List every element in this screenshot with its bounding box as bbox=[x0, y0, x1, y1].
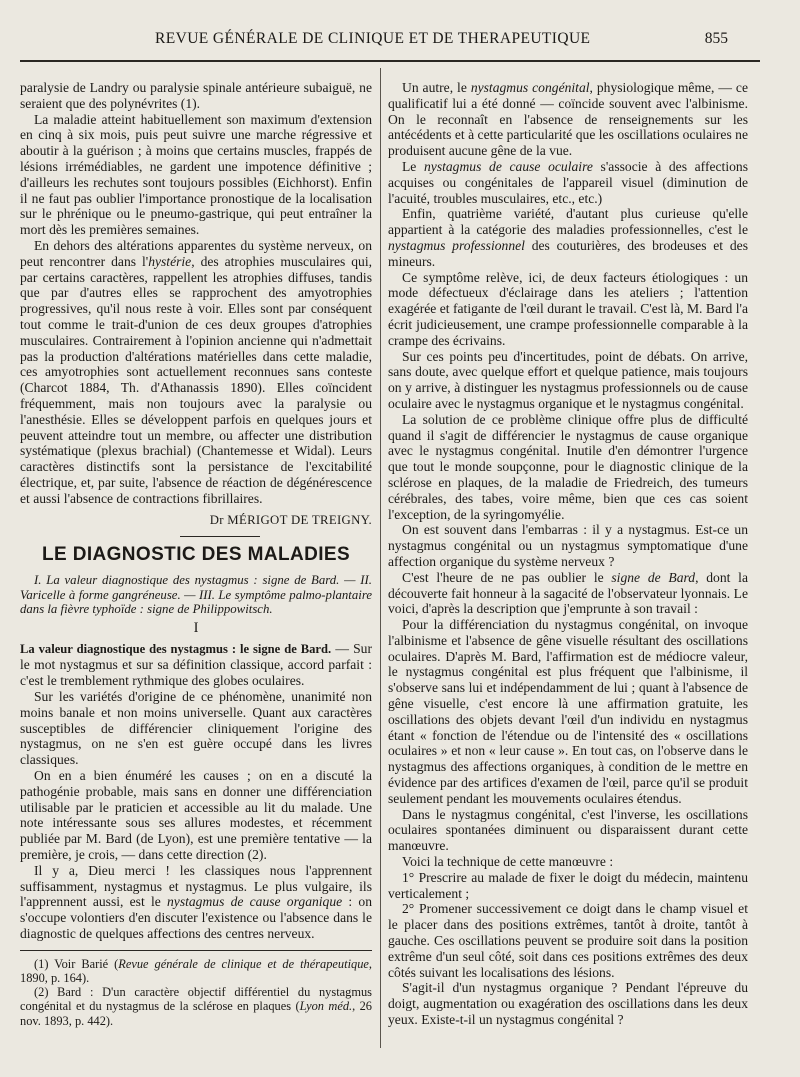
paragraph: Dans le nystagmus congénital, c'est l'inverse, les oscillations oculaires spontanées diminuent ou disparaissent durant cette manœuvre. bbox=[388, 806, 748, 854]
section-summary: I. La valeur diagnostique des nystagmus : signe de Bard. — II. Varicelle à forme gangréneuse. — III. Le symptôme palmo-plantaire dans la fièvre typhoïde : signe de Philippowitsch. bbox=[20, 573, 372, 617]
page-header bbox=[20, 30, 780, 52]
footnote: (1) Voir Barié (Revue générale de clinique et de thérapeutique, 1890, p. 164). bbox=[20, 956, 373, 986]
right-column bbox=[388, 80, 748, 1028]
footnote-rule bbox=[20, 950, 372, 951]
footnote: (2) Bard : D'un caractère objectif différentiel du nystagmus congénital et du nystagmus de la sclérose en plaques (Lyon méd., 26 nov. 1893, p. 442). bbox=[20, 985, 372, 1028]
paragraph: En dehors des altérations apparentes du système nerveux, on peut rencontrer dans l'hystérie, des atrophies musculaires qui, par certains caractères, rappellent les atrophies diffuses, tandis que par d'autres elles se rapprochent des amyotrophies progressives, qu'il nous reste à voir. Elles sont par conséquent tout comme le trait-d'union de ces deux groupes d'atrophies musculaires. Contrairement à l'opinion ancienne qui n'admettait pas la production d'altérations matérielles dans cette maladie, ces amyotrophies sont actuellement reconnues sans conteste (Charcot 1884, Th. d'Athanassis 1890). Elles coïncident fréquemment, mais non toujours avec la paralysie ou l'anesthésie. Elles se développent parfois en quelques jours et peuvent atteindre tout un membre, ou affecter une distribution systématique (plexus brachial) (Chantemesse et Widal). Leurs caractères distinctifs sont la persistance de l'excitabilité électrique, et, par suite, l'absence de réaction de dégénérescence et aussi l'absence de contractions fibrillaires. bbox=[20, 237, 372, 506]
paragraph: Il y a, Dieu merci ! les classiques nous l'apprennent suffisamment, nystagmus et nystagmus. Le plus vulgaire, ils l'apprennent aussi, est le nystagmus de cause organique : on s'occupe volontiers d'en discuter l'existence ou l'absence dans le diagnostic de quelques affections des centres nerveux. bbox=[20, 862, 372, 942]
paragraph: 1° Prescrire au malade de fixer le doigt du médecin, maintenu verticalement ; bbox=[388, 869, 748, 901]
paragraph: Sur les variétés d'origine de ce phénomène, unanimité non moins banale et non moins universelle. Quant aux caractères susceptibles de différencier cliniquement l'origine des nystagmus, on ne s'en est guère occupé dans les livres classiques. bbox=[20, 689, 372, 768]
paragraph: La solution de ce problème clinique offre plus de difficulté quand il s'agit de différencier le nystagmus de cause organique avec le nystagmus congénital. Inutile d'en démontrer l'urgence que tout le monde soupçonne, pour le diagnostic clinique de la sclérose en plaques, de la maladie de Friedreich, des tumeurs cérébrales, des tabes, voire même, bien que ces cas soient l'exception, de la syringomyélie. bbox=[388, 411, 748, 522]
lead-title: La valeur diagnostique des nystagmus : le signe de Bard. bbox=[20, 641, 332, 656]
emphasis: nystagmus congénital bbox=[470, 80, 590, 95]
paragraph: Un autre, le nystagmus congénital, physiologique même, — ce qualificatif lui a été donné — coïncide souvent avec l'albinisme. On le reconnaît en l'absence de renseignements sur les antécédents et à cette particularité que les oscillations oculaires ne produisent aucune gêne de la vue. bbox=[388, 80, 748, 159]
column-divider bbox=[380, 68, 381, 1048]
paragraph: Le nystagmus de cause oculaire s'associe à des affections acquises ou congénitales de l'appareil visuel (diminution de l'acuité, troubles musculaires, etc., etc.) bbox=[388, 158, 748, 206]
paragraph: On est souvent dans l'embarras : il y a nystagmus. Est-ce un nystagmus congénital ou un nystagmus symptomatique d'une affection organique du système nerveux ? bbox=[388, 522, 748, 569]
paragraph: paralysie de Landry ou paralysie spinale antérieure subaiguë, ne seraient que des polynévrites (1). bbox=[20, 80, 372, 111]
emphasis: signe de Bard bbox=[611, 569, 696, 585]
paragraph: C'est l'heure de ne pas oublier le signe de Bard, dont la découverte fait honneur à la sagacité de l'observateur lyonnais. Le voici, d'après la description que j'emprunte à son travail : bbox=[388, 569, 748, 617]
left-column bbox=[20, 80, 372, 1028]
paragraph: Voici la technique de cette manœuvre : bbox=[402, 854, 614, 870]
paragraph: Ce symptôme relève, ici, de deux facteurs étiologiques : un mode défectueux d'éclairage dans les ateliers ; l'attention exagérée et fatigante de l'œil durant le travail. C'est là, M. Bard l'a écrit judicieusement, une crampe professionnelle comparable à la crampe des écrivains. bbox=[388, 269, 748, 348]
author-signature: Dr MÉRIGOT DE TREIGNY. bbox=[209, 512, 372, 527]
part-number: I bbox=[193, 619, 199, 636]
paragraph: La maladie atteint habituellement son maximum d'extension en cinq à six mois, puis peut suivre une marche régressive et aboutir à la guérison ; à moins que certains muscles, frappés de lésions irrémédiables, ne gardent une impotence définitive ; d'ailleurs les rechutes sont toujours possibles (Eichhorst). Enfin il ne faut pas oublier l'importance pronostique de la localisation sur le phrénique ou le pneumo-gastrique, qui peut entraîner la mort dès les premières semaines. bbox=[20, 111, 372, 238]
section-rule bbox=[180, 536, 260, 537]
page-number: 855 bbox=[704, 30, 728, 47]
lead-paragraph: La valeur diagnostique des nystagmus : le signe de Bard. — Sur le mot nystagmus et sur sa définition classique, accord parfait : c'est le tremblement rythmique des globes oculaires. bbox=[20, 640, 373, 689]
paragraph: Enfin, quatrième variété, d'autant plus curieuse qu'elle appartient à la catégorie des maladies professionnelles, c'est le nystagmus professionnel des couturières, des brodeuses et des mineurs. bbox=[388, 206, 748, 269]
emphasis: nystagmus professionnel bbox=[388, 237, 525, 253]
paragraph: S'agit-il d'un nystagmus organique ? Pendant l'épreuve du doigt, augmentation ou exagération des oscillations dans les deux yeux. Existe-t-il un nystagmus congénital ? bbox=[388, 980, 748, 1028]
running-title: REVUE GÉNÉRALE DE CLINIQUE ET DE THERAPEUTIQUE bbox=[155, 30, 591, 47]
paragraph: Pour la différenciation du nystagmus congénital, on invoque l'albinisme et l'absence de gêne visuelle résultant des oscillations oculaires. D'après M. Bard, l'affirmation est de médiocre valeur, le nystagmus congénital est plus fréquent que l'albinisme, il s'observe sans lui et indépendamment de lui ; quant à l'absence de gêne visuelle, c'est encore là une affirmation gratuite, les oscillations des objets devant l'œil d'un individu en nystagmus étant « fonction de l'étendue ou de l'intensité des « oscillations oculaires » et non « leur cause ». En tout cas, on l'observe dans le nystagmus des affections organiques, à condition de le mettre en évidence par des artifices d'examen de l'œil, parce qu'il se produit seulement pendant les mouvements oculaires étendus. bbox=[388, 617, 748, 806]
emphasis: hystérie bbox=[148, 253, 192, 269]
emphasis: nystagmus de cause organique bbox=[166, 894, 343, 910]
emphasis: nystagmus de cause oculaire bbox=[423, 158, 593, 174]
paragraph: On en a bien énuméré les causes ; on en a discuté la pathogénie probable, mais sans en donner une différenciation utilisable par le praticien et accessible au lit du malade. Une note intéressante sous ses allures modestes, et récemment publiée par M. Bard (de Lyon), est une première tentative — la première, je crois, — dans cette direction (2). bbox=[20, 768, 372, 863]
header-rule bbox=[20, 60, 760, 62]
paragraph: 2° Promener successivement ce doigt dans le champ visuel et le placer dans des positions extrêmes, tantôt à droite, tantôt à gauche. Ces oscillations peuvent se produire soit dans la position extrême d'un seul côté, soit dans ces positions extrêmes des deux côtés suivant les localisations des lésions. bbox=[388, 901, 748, 980]
section-heading: LE DIAGNOSTIC DES MALADIES bbox=[41, 544, 351, 566]
paragraph: Sur ces points peu d'incertitudes, point de débats. On arrive, sans doute, avec quelque effort et quelque patience, mais toujours on y arrive, à distinguer les nystagmus professionnels ou de cause oculaire avec le nystagmus organique et le nystagmus congénital. bbox=[388, 348, 748, 411]
